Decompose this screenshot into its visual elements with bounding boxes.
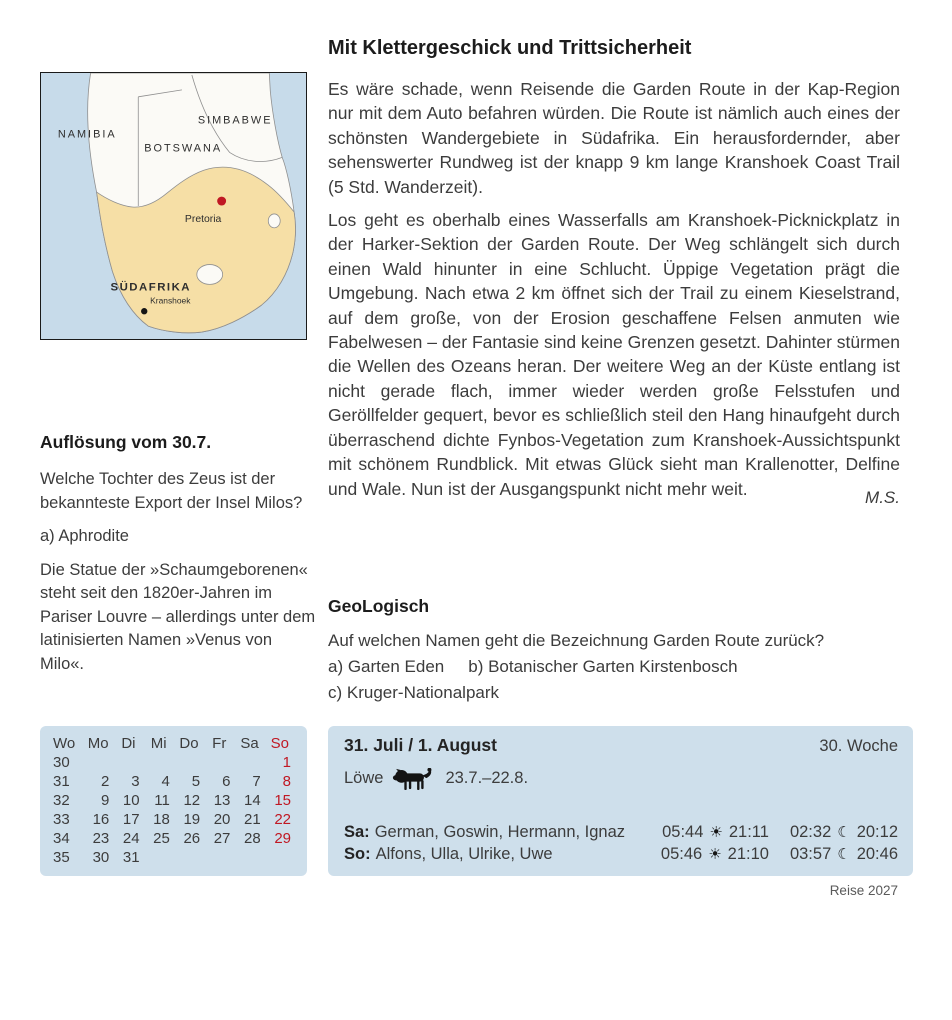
geologisch-section xyxy=(328,596,908,706)
sunday-label: So: xyxy=(344,845,371,863)
saturday-sunrise-time: 05:44 xyxy=(662,823,704,841)
zodiac-date-range: 23.7.–22.8. xyxy=(445,768,529,787)
pretoria-label: Pretoria xyxy=(184,213,222,225)
simbabwe-label: SIMBABWE xyxy=(197,114,273,127)
article-author: M.S. xyxy=(865,487,900,507)
geologisch-options-line-1 xyxy=(328,654,908,680)
calendar-day-empty xyxy=(267,848,297,867)
calendar-header-do: Do xyxy=(179,735,199,752)
week-number: 31 xyxy=(53,773,70,790)
article-paragraph-1: Es wäre schade, wenn Reisende die Garden Route in der Kap-Region nur mit dem Auto befahren würden. Die Route ist nämlich auch eines der schönsten Wandergebiete in Südafrika. Ein herausfordernder, aber sehenswerter Rundweg ist der knapp 9 km lange Kranshoek Coast Trail (5 Std. Wanderzeit). xyxy=(328,79,900,197)
geologisch-options-line-2 xyxy=(328,680,908,706)
botswana-label: BOTSWANA xyxy=(144,142,223,155)
calendar-day: 21 xyxy=(244,811,261,828)
map-svg xyxy=(41,73,306,339)
leo-zodiac-icon xyxy=(392,768,434,792)
calendar-day: 12 xyxy=(183,792,201,809)
sunday-row xyxy=(344,845,898,864)
calendar-day-empty xyxy=(146,753,176,772)
calendar-day: 14 xyxy=(244,792,261,809)
calendar-week-row xyxy=(52,791,297,810)
calendar-header-di: Di xyxy=(121,735,136,752)
geologisch-option-c: c) Kruger-Nationalpark xyxy=(328,683,500,702)
suedafrika-label: SÜDAFRIKA xyxy=(110,281,192,294)
namibia-label: NAMIBIA xyxy=(57,128,117,141)
calendar-day: 8 xyxy=(282,773,291,790)
quiz-solution-section xyxy=(40,432,316,686)
zodiac-name: Löwe xyxy=(344,768,384,787)
kranshoek-label: Kranshoek xyxy=(150,295,191,306)
calendar-header-wo: Wo xyxy=(53,735,76,752)
calendar-body xyxy=(52,753,297,867)
calendar-day: 9 xyxy=(100,792,110,809)
sun-icon: ☀ xyxy=(708,845,722,863)
calendar-day: 30 xyxy=(92,849,110,866)
week-label: 30. Woche xyxy=(819,737,898,755)
calendar-header-fr: Fr xyxy=(212,735,227,752)
geologisch-option-b: b) Botanischer Garten Kirstenbosch xyxy=(468,657,738,676)
calendar-day: 11 xyxy=(154,792,170,809)
calendar-day-empty xyxy=(236,753,266,772)
calendar-day: 5 xyxy=(191,773,201,790)
lesotho-enclave xyxy=(197,265,223,285)
eswatini-enclave xyxy=(268,214,280,228)
moon-icon: ☾ xyxy=(837,845,851,863)
calendar-header-row xyxy=(52,734,297,753)
quiz-solution-title: Auflösung vom 30.7. xyxy=(40,432,212,452)
calendar-day: 3 xyxy=(131,773,140,790)
moon-icon: ☾ xyxy=(837,823,851,841)
calendar-day: 16 xyxy=(92,811,110,828)
quiz-solution-answer: a) Aphrodite xyxy=(40,527,129,545)
calendar-header-mi: Mi xyxy=(150,735,167,752)
week-number: 32 xyxy=(53,792,70,809)
week-number: 33 xyxy=(53,811,70,828)
saturday-names: German, Goswin, Hermann, Ignaz xyxy=(374,823,626,841)
calendar-day: 6 xyxy=(222,773,231,790)
pretoria-marker xyxy=(217,197,226,206)
week-number: 30 xyxy=(53,754,70,771)
calendar-day: 19 xyxy=(183,811,201,828)
sunday-names: Alfons, Ulla, Ulrike, Uwe xyxy=(375,845,553,863)
calendar-day: 1 xyxy=(282,754,291,771)
calendar-day: 25 xyxy=(153,830,170,847)
calendar-day: 26 xyxy=(183,830,201,847)
calendar-week-row xyxy=(52,810,297,829)
week-number: 35 xyxy=(53,849,70,866)
zodiac-row xyxy=(344,766,898,790)
date-title: 31. Juli / 1. August xyxy=(344,735,497,755)
saturday-name-days xyxy=(344,823,625,842)
calendar-day: 31 xyxy=(122,849,140,866)
calendar-day-empty xyxy=(85,753,115,772)
calendar-day-empty xyxy=(206,848,236,867)
calendar-day: 17 xyxy=(122,811,140,828)
saturday-label: Sa: xyxy=(344,823,370,841)
sunday-times xyxy=(661,845,898,864)
calendar-day-empty xyxy=(176,753,206,772)
calendar-day: 23 xyxy=(92,830,110,847)
day-panel-title-row xyxy=(344,735,898,756)
calendar-day: 10 xyxy=(122,792,140,809)
calendar-week-row xyxy=(52,753,297,772)
month-overview-calendar xyxy=(40,726,307,876)
geologisch-question: Auf welchen Namen geht die Bezeichnung Garden Route zurück? xyxy=(328,631,825,650)
calendar-day: 24 xyxy=(122,830,140,847)
calendar-table xyxy=(52,734,297,867)
geologisch-option-a: a) Garten Eden xyxy=(328,657,445,676)
saturday-moonrise-time: 02:32 xyxy=(789,823,832,841)
calendar-day: 29 xyxy=(274,830,291,847)
article-title: Mit Klettergeschick und Trittsicherheit xyxy=(328,37,692,59)
geologisch-title: GeoLogisch xyxy=(328,596,430,616)
calendar-header-sa: Sa xyxy=(240,735,259,752)
week-number: 34 xyxy=(53,830,70,847)
day-info-panel xyxy=(328,726,913,876)
calendar-day: 2 xyxy=(100,773,110,790)
quiz-solution-explanation: Die Statue der »Schaumgeborenen« steht seit den 1820er-Jahren im Pariser Louvre – allerdings unter dem latinisierten Namen »Venus von Milo«. xyxy=(40,560,316,673)
sunday-name-days xyxy=(344,845,553,864)
quiz-solution-question: Welche Tochter des Zeus ist der bekannteste Export der Insel Milos? xyxy=(40,470,303,512)
edition-label: Reise 2027 xyxy=(829,883,898,898)
calendar-day-empty xyxy=(206,753,236,772)
calendar-day: 20 xyxy=(213,811,231,828)
calendar-day-empty xyxy=(236,848,266,867)
calendar-day: 27 xyxy=(213,830,231,847)
sunday-moonset-time: 20:46 xyxy=(856,845,898,863)
kranshoek-marker xyxy=(141,308,147,314)
calendar-header-so: So xyxy=(270,735,290,752)
calendar-day: 22 xyxy=(274,811,291,828)
calendar-day: 15 xyxy=(274,792,291,809)
calendar-day-empty xyxy=(115,753,145,772)
calendar-week-row xyxy=(52,829,297,848)
calendar-day-empty xyxy=(176,848,206,867)
calendar-day: 13 xyxy=(213,792,231,809)
sun-icon: ☀ xyxy=(709,823,723,841)
calendar-day: 7 xyxy=(252,773,261,790)
calendar-header-mo: Mo xyxy=(87,735,109,752)
saturday-sunset-time: 21:11 xyxy=(728,823,769,841)
calendar-day: 4 xyxy=(161,773,170,790)
sunday-sunset-time: 21:10 xyxy=(727,845,769,863)
sunday-sunrise-time: 05:46 xyxy=(660,845,703,863)
calendar-day: 18 xyxy=(153,811,170,828)
article-paragraph-2: Los geht es oberhalb eines Wasserfalls am Kranshoek-Picknickplatz in der Harker-Sektion der Garden Route. Der Weg schlängelt sich durch einen Wald hinunter in eine Schlucht. Üppige Vegetation prägt die Umgebung. Nach etwa 2 km öffnet sich der Trail zu einem Kieselstrand, auf dem große, von der Erosion geschaffene Felsen anmuten wie Fabelwesen – der Fantasie sind keine Grenzen gesetzt. Dahinter stürmen die Wellen des Ozeans heran. Der weitere Weg an der Küste entlang ist nicht gerade flach, immer wieder werden große Felsstufen und Geröllfelder gequert, bevor es schließlich steil den Hang hinaufgeht durch überraschend dichte Fynbos-Vegetation zum Kranshoek-Aussichtspunkt mit schönem Rundblick. Mit etwas Glück sieht man Krallenotter, Delfine und Wale. Nun ist der Ausgangspunkt nicht mehr weit. xyxy=(328,210,900,499)
southern-africa-map xyxy=(40,72,307,340)
saturday-moonset-time: 20:12 xyxy=(856,823,898,841)
sunday-moonrise-time: 03:57 xyxy=(789,845,832,863)
main-article xyxy=(328,36,900,510)
calendar-week-row xyxy=(52,772,297,791)
calendar-week-row xyxy=(52,848,297,867)
saturday-times xyxy=(662,823,898,842)
calendar-day-empty xyxy=(146,848,176,867)
calendar-day: 28 xyxy=(244,830,261,847)
saturday-row xyxy=(344,823,898,842)
